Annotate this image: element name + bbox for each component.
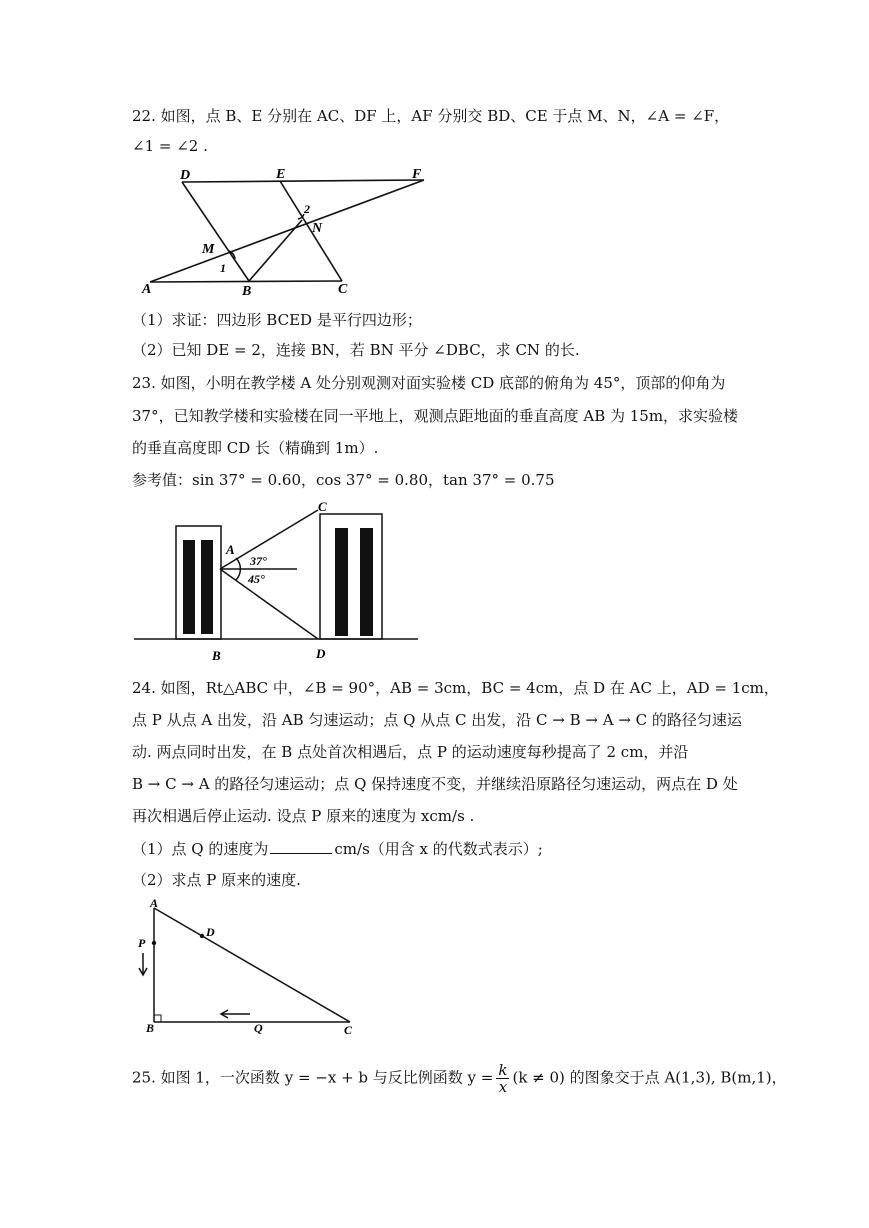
p23-label-B: B <box>212 648 221 663</box>
p23-angle-37: 37° <box>250 554 267 568</box>
p24-line5: 再次相遇后停止运动. 设点 P 原来的速度为 xcm/s . <box>132 807 475 825</box>
p22-figure <box>132 165 432 295</box>
p22-label-N: N <box>312 221 323 236</box>
p24-label-D: D <box>206 925 215 939</box>
p25-text-a: 25. 如图 1，一次函数 y = −x + b 与反比例函数 y = <box>132 1068 494 1087</box>
p23-angle-45: 45° <box>248 572 265 586</box>
p22-q1: （1）求证：四边形 BCED 是平行四边形； <box>132 311 422 329</box>
p24-line2: 点 P 从点 A 出发，沿 AB 匀速运动；点 Q 从点 C 出发，沿 C → B → A → C 的路径匀速运 <box>132 711 742 729</box>
p22-q2: （2）已知 DE = 2，连接 BN，若 BN 平分 ∠DBC，求 CN 的长. <box>132 341 580 359</box>
p23-ref: 参考值：sin 37° = 0.60，cos 37° = 0.80，tan 37° = 0.75 <box>132 471 555 489</box>
p24-label-C: C <box>344 1023 353 1037</box>
p22-label-E: E <box>276 167 286 182</box>
p22-line2: ∠1 = ∠2 . <box>132 137 208 155</box>
p25-frac-den: x <box>498 1078 508 1096</box>
p24-q1 <box>132 838 543 859</box>
p25-line1 <box>132 1062 787 1095</box>
p24-q1-suffix: cm/s（用含 x 的代数式表示）; <box>334 840 543 858</box>
p22-label-A: A <box>142 282 152 295</box>
p22-label-1: 1 <box>220 261 226 275</box>
p24-q1-prefix: （1）点 Q 的速度为 <box>132 840 269 858</box>
p24-label-A: A <box>150 898 159 910</box>
p24-figure <box>132 898 362 1040</box>
p24-q2: （2）求点 P 原来的速度. <box>132 871 301 889</box>
p22-label-M: M <box>202 242 215 257</box>
p24-line1: 24. 如图，Rt△ABC 中，∠B = 90°，AB = 3cm，BC = 4cm，点 D 在 AC 上，AD = 1cm， <box>132 679 779 697</box>
p25-frac-num: k <box>498 1061 508 1079</box>
p22-label-B: B <box>242 284 252 295</box>
p24-label-B: B <box>146 1021 155 1035</box>
p23-figure <box>132 498 422 663</box>
p24-answer-blank[interactable] <box>270 838 332 854</box>
p23-label-D: D <box>316 646 326 661</box>
p22-label-2: 2 <box>304 202 310 216</box>
p24-label-P: P <box>138 936 146 950</box>
p23-line3: 的垂直高度即 CD 长（精确到 1m）. <box>132 439 379 457</box>
p24-label-Q: Q <box>254 1021 263 1035</box>
p24-line3: 动. 两点同时出发，在 B 点处首次相遇后，点 P 的运动速度每秒提高了 2 cm，并沿 <box>132 743 689 761</box>
p22-label-F: F <box>412 167 422 182</box>
p24-line4: B → C → A 的路径匀速运动；点 Q 保持速度不变，并继续沿原路径匀速运动，两点在 D 处 <box>132 775 738 793</box>
p23-line2: 37°，已知教学楼和实验楼在同一平地上，观测点距地面的垂直高度 AB 为 15m，求实验楼 <box>132 407 739 425</box>
p22-label-C: C <box>338 282 348 295</box>
p25-text-b: (k ≠ 0) 的图象交于点 A(1,3), B(m,1)， <box>512 1068 787 1087</box>
p25-fraction <box>496 1062 509 1095</box>
p23-label-C: C <box>318 499 327 514</box>
p22-label-D: D <box>180 168 191 183</box>
p22-line1: 22. 如图，点 B、E 分别在 AC、DF 上，AF 分别交 BD、CE 于点 M、N，∠A = ∠F， <box>132 107 730 125</box>
p23-line1: 23. 如图，小明在教学楼 A 处分别观测对面实验楼 CD 底部的俯角为 45°，顶部的仰角为 <box>132 374 726 392</box>
p23-label-A: A <box>226 542 235 557</box>
